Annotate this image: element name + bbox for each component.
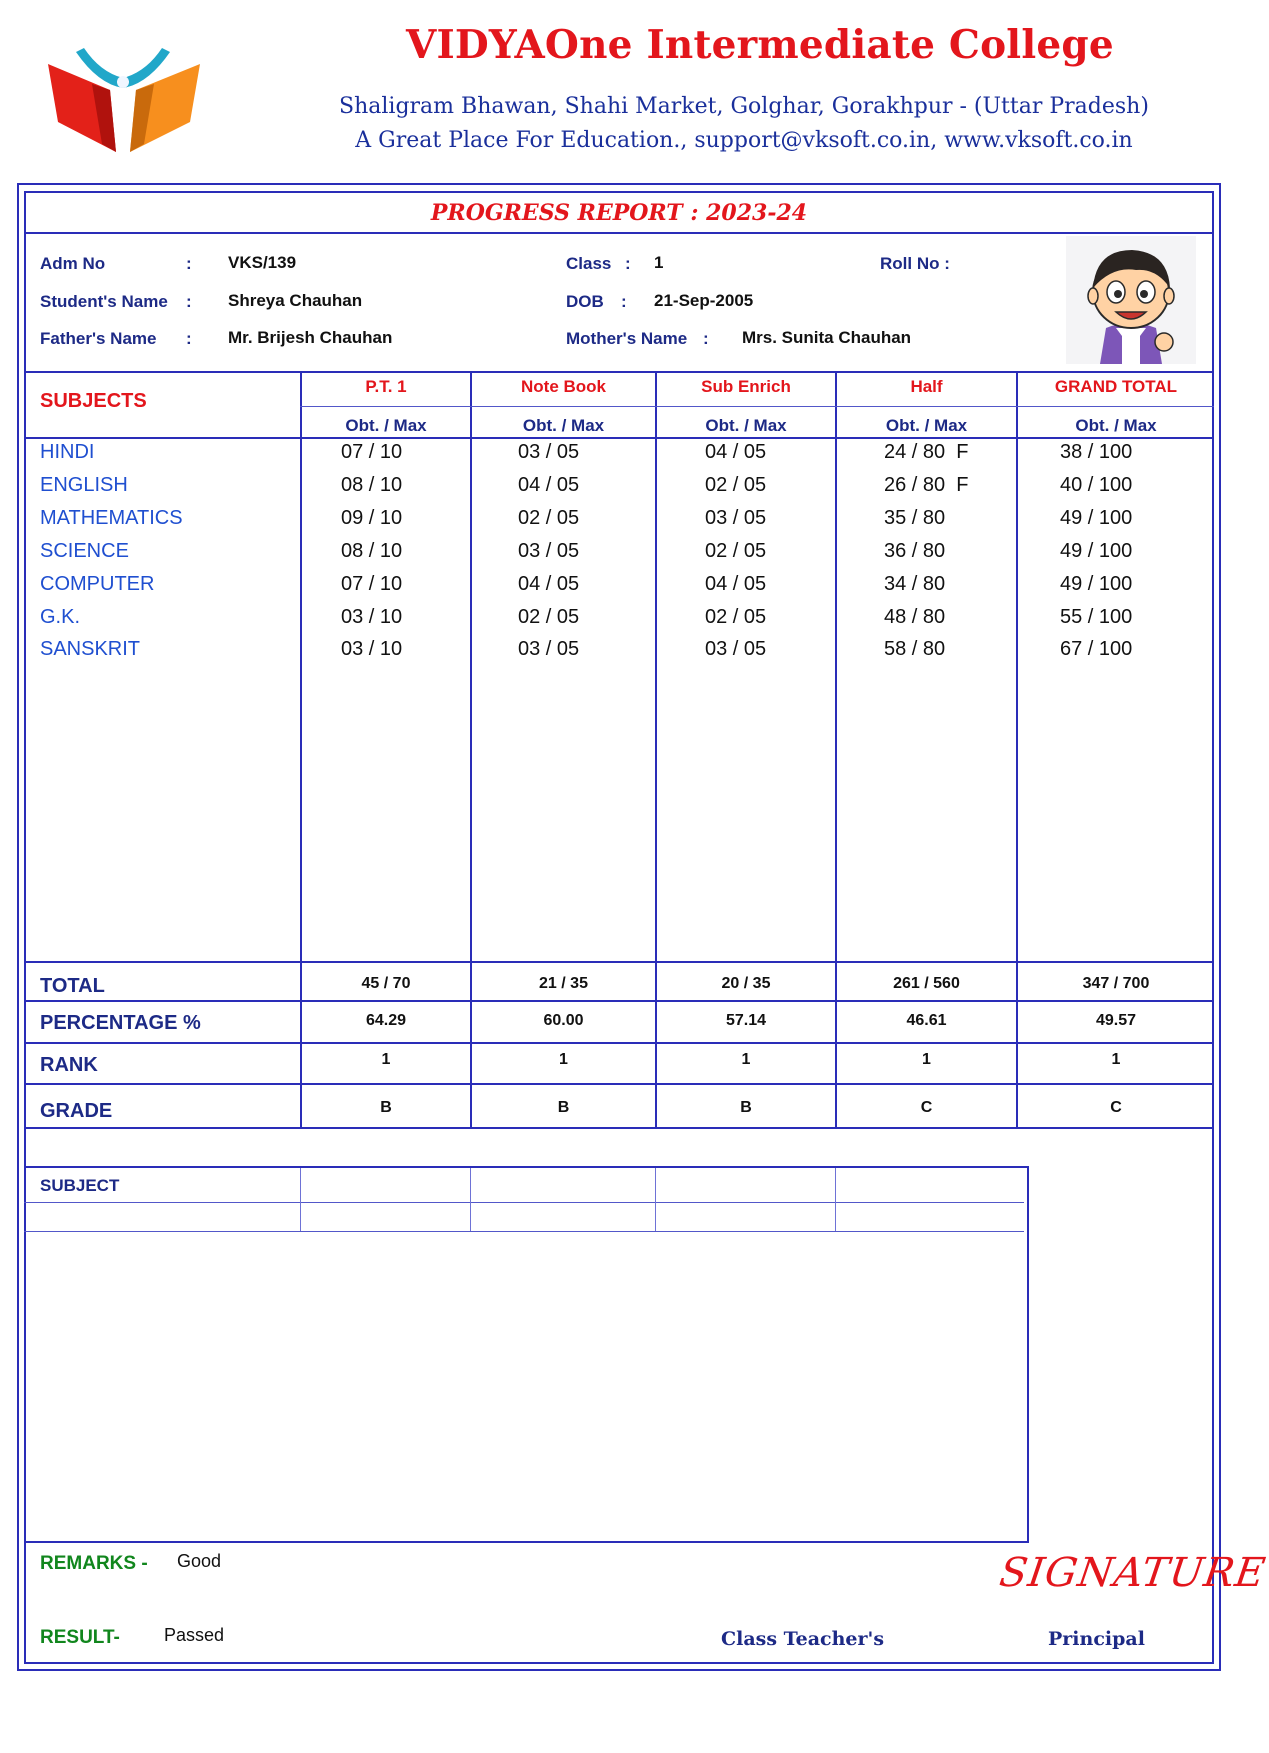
subject-name: G.K. [40, 606, 81, 628]
colon: : [625, 254, 631, 273]
summary-cell: C [920, 1099, 933, 1116]
result-value: Passed [164, 1625, 225, 1645]
mark-cell: 03 / 05 [518, 441, 580, 463]
summary-cell: B [557, 1099, 570, 1116]
subjects-header: SUBJECTS [40, 390, 147, 412]
mark-cell: 67 / 100 [1060, 638, 1133, 660]
mark-cell: 49 / 100 [1060, 507, 1133, 529]
mark-cell: 03 / 05 [705, 638, 767, 660]
father-name-value: Mr. Brijesh Chauhan [228, 328, 393, 347]
subject-name: MATHEMATICS [40, 507, 183, 529]
student-avatar-icon [1066, 236, 1196, 364]
signature-image: SIGNATURE [996, 1550, 1269, 1596]
subject-name: SANSKRIT [40, 638, 141, 660]
mark-cell: 34 / 80 [884, 573, 946, 595]
summary-label: RANK [40, 1054, 98, 1076]
summary-cell: B [740, 1099, 752, 1116]
column-header: Note Book [521, 377, 606, 396]
mark-cell: 35 / 80 [884, 507, 946, 529]
summary-cell: C [1110, 1099, 1122, 1116]
mark-cell: 09 / 10 [341, 507, 403, 529]
mark-cell: 08 / 10 [341, 474, 403, 496]
obt-max-header: Obt. / Max [1075, 416, 1157, 435]
summary-cell: 1 [1111, 1051, 1121, 1068]
principal-label: Principal [1048, 1628, 1145, 1650]
subject-name: COMPUTER [40, 573, 155, 595]
mother-name-value: Mrs. Sunita Chauhan [742, 328, 912, 347]
mark-cell: 24 / 80 F [884, 441, 969, 463]
mark-cell: 02 / 05 [705, 606, 767, 628]
mark-cell: 04 / 05 [705, 441, 767, 463]
school-name: VIDYAOne Intermediate College [406, 22, 1114, 68]
mark-cell: 36 / 80 [884, 540, 946, 562]
father-name-label: Father's Name [40, 329, 157, 348]
obt-max-header: Obt. / Max [345, 416, 427, 435]
mark-cell: 55 / 100 [1060, 606, 1133, 628]
summary-cell: 21 / 35 [539, 975, 588, 992]
mark-cell: 02 / 05 [705, 474, 767, 496]
dob-label: DOB [566, 292, 604, 311]
obt-max-header: Obt. / Max [522, 416, 605, 435]
class-teacher-label: Class Teacher's [721, 1628, 885, 1650]
mark-cell: 26 / 80 F [884, 474, 969, 496]
mark-cell: 02 / 05 [518, 606, 580, 628]
colon: : [186, 254, 192, 273]
mark-cell: 03 / 05 [518, 540, 580, 562]
class-label: Class [566, 254, 612, 273]
column-header: Sub Enrich [701, 377, 791, 396]
remarks-label: REMARKS - [40, 1553, 148, 1574]
subject-name: SCIENCE [40, 540, 129, 562]
mark-cell: 58 / 80 [884, 638, 946, 660]
co-subject-header: SUBJECT [40, 1176, 120, 1195]
mark-cell: 07 / 10 [341, 573, 403, 595]
obt-max-header: Obt. / Max [885, 416, 968, 435]
summary-cell: 1 [922, 1051, 931, 1068]
summary-cell: 49.57 [1095, 1012, 1137, 1029]
obt-max-header: Obt. / Max [705, 416, 787, 435]
subject-name: ENGLISH [40, 474, 128, 496]
mother-name-label: Mother's Name [566, 329, 688, 348]
summary-cell: 20 / 35 [721, 975, 771, 992]
school-tagline: A Great Place For Education., support@vksoft.co.in, www.vksoft.co.in [355, 128, 1133, 153]
mark-cell: 04 / 05 [705, 573, 767, 595]
class-value: 1 [654, 253, 664, 272]
dob-value: 21-Sep-2005 [654, 291, 754, 310]
column-header: Half [910, 377, 943, 396]
school-address: Shaligram Bhawan, Shahi Market, Golghar, Gorakhpur - (Uttar Pradesh) [339, 94, 1149, 119]
summary-label: PERCENTAGE % [40, 1012, 201, 1034]
mark-cell: 38 / 100 [1060, 441, 1133, 463]
summary-cell: 64.29 [365, 1012, 407, 1029]
student-name-label: Student's Name [40, 292, 168, 311]
mark-cell: 08 / 10 [341, 540, 403, 562]
summary-cell: 60.00 [543, 1012, 584, 1029]
summary-label: GRADE [40, 1100, 113, 1122]
summary-cell: B [380, 1099, 392, 1116]
adm-no-label: Adm No [40, 254, 106, 273]
colon: : [621, 292, 627, 311]
report-title: PROGRESS REPORT : 2023-24 [430, 200, 808, 226]
remarks-value: Good [177, 1551, 222, 1571]
mark-cell: 48 / 80 [884, 606, 946, 628]
column-header: P.T. 1 [365, 377, 407, 396]
summary-cell: 261 / 560 [893, 975, 960, 992]
mark-cell: 02 / 05 [705, 540, 767, 562]
adm-no-value: VKS/139 [228, 253, 297, 272]
mark-cell: 04 / 05 [518, 573, 580, 595]
mark-cell: 49 / 100 [1060, 540, 1133, 562]
column-header: GRAND TOTAL [1054, 377, 1178, 396]
mark-cell: 07 / 10 [341, 441, 403, 463]
result-label: RESULT- [40, 1627, 120, 1648]
summary-cell: 46.61 [906, 1012, 947, 1029]
summary-cell: 1 [741, 1051, 751, 1068]
colon: : [703, 329, 709, 348]
summary-label: TOTAL [40, 975, 105, 997]
summary-cell: 347 / 700 [1082, 975, 1150, 992]
summary-cell: 1 [381, 1051, 391, 1068]
colon: : [186, 292, 192, 311]
mark-cell: 40 / 100 [1060, 474, 1133, 496]
mark-cell: 49 / 100 [1060, 573, 1133, 595]
summary-cell: 1 [559, 1051, 568, 1068]
subject-name: HINDI [40, 441, 95, 463]
summary-cell: 57.14 [725, 1012, 767, 1029]
roll-no-label: Roll No : [880, 254, 950, 273]
mark-cell: 04 / 05 [518, 474, 580, 496]
summary-cell: 45 / 70 [361, 975, 411, 992]
mark-cell: 03 / 05 [518, 638, 580, 660]
student-name-value: Shreya Chauhan [228, 291, 363, 310]
colon: : [186, 329, 192, 348]
mark-cell: 03 / 05 [705, 507, 767, 529]
mark-cell: 03 / 10 [341, 638, 403, 660]
mark-cell: 02 / 05 [518, 507, 580, 529]
mark-cell: 03 / 10 [341, 606, 403, 628]
